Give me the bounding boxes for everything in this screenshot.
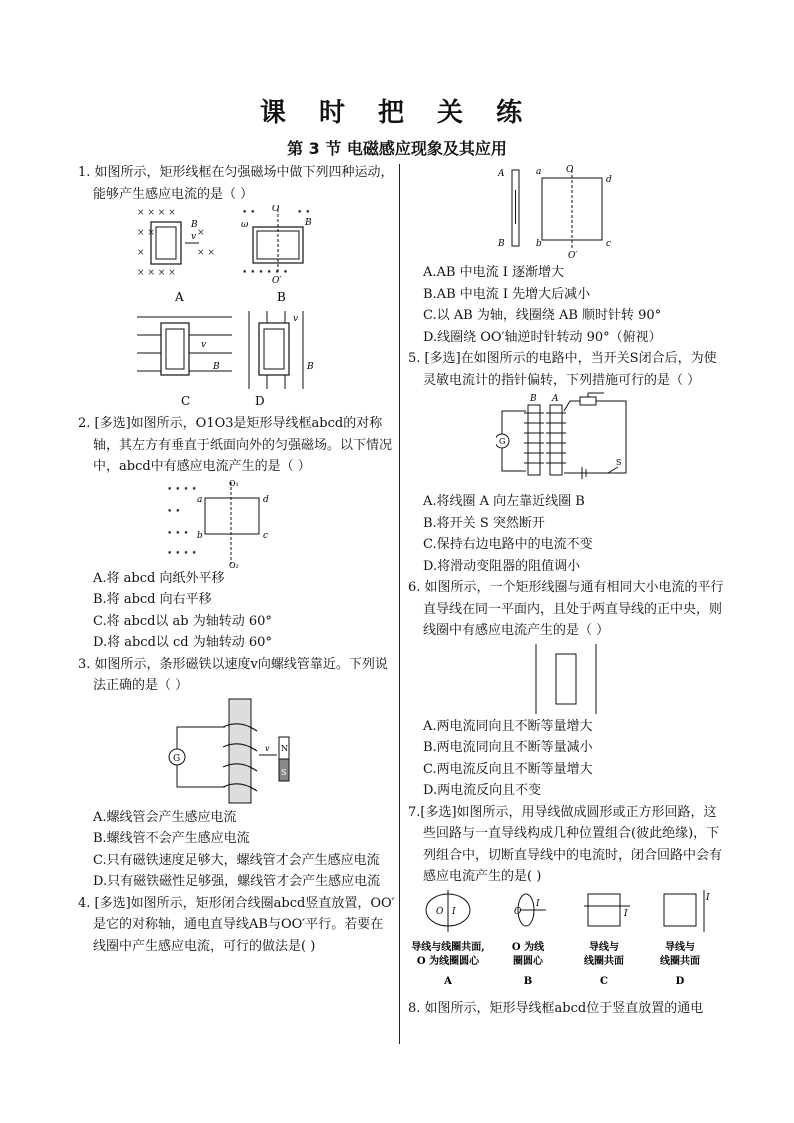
- q6-option-d: D.两电流反向且不变: [423, 783, 542, 798]
- svg-text:a: a: [197, 494, 203, 505]
- svg-text:A: A: [498, 169, 505, 179]
- svg-text:G: G: [499, 437, 506, 446]
- q7-tag-d: D: [675, 975, 685, 987]
- svg-text:B: B: [530, 394, 537, 404]
- svg-text:c: c: [263, 530, 269, 541]
- q7-caption-d-l1: 导线与: [665, 941, 695, 953]
- q7-caption-c-l2: 线圈共面: [584, 955, 624, 967]
- q7-tag-c: C: [600, 975, 608, 987]
- svg-text:• •: • •: [167, 506, 181, 517]
- q3-option-b: B.螺线管不会产生感应电流: [93, 831, 250, 846]
- q5-option-d: D.将滑动变阻器的阻值调小: [423, 558, 581, 574]
- svg-text:× ×: × ×: [197, 248, 215, 258]
- svg-text:I: I: [452, 906, 456, 917]
- svg-text:b: b: [536, 239, 542, 249]
- q7-caption-a-l1: 导线与线圈共面,: [411, 941, 485, 953]
- svg-text:• • • • • •: • • • • • •: [242, 268, 289, 278]
- svg-text:O′: O′: [272, 276, 282, 286]
- q3-option-c: C.只有磁铁速度足够大，螺线管才会产生感应电流: [93, 852, 380, 868]
- svg-text:d: d: [263, 494, 269, 505]
- svg-text:a: a: [536, 167, 542, 177]
- q1-label-d: D: [255, 394, 265, 408]
- svg-text:S: S: [281, 767, 287, 777]
- svg-text:c: c: [606, 239, 612, 249]
- svg-text:I: I: [536, 898, 540, 909]
- q4-stem: 4. [多选]如图所示，矩形闭合线圈abcd竖直放置，OO′ 是它的对称轴，通电直导线AB与OO′平行。若要在线圈中产生感应电流，可行的做法是( ): [78, 895, 395, 954]
- q8-stem: 8. 如图所示，矩形导线框abcd位于竖直放置的通电: [408, 1000, 704, 1016]
- q3-stem: 3. 如图所示，条形磁铁以速度v向螺线管靠近。下列说法正确的是（ ）: [78, 656, 388, 693]
- svg-text:B: B: [498, 239, 505, 249]
- q4-figure: [496, 162, 636, 262]
- q7-caption-a-l2: O 为线圈圆心: [416, 955, 480, 967]
- svg-text:• • • •: • • • •: [167, 484, 197, 495]
- svg-text:G: G: [173, 753, 181, 764]
- q7-tag-a: A: [444, 975, 452, 987]
- svg-text:× ×: × ×: [137, 228, 155, 238]
- svg-text:• •: • •: [297, 208, 311, 218]
- q7-caption-b-l1: O 为线: [511, 941, 545, 953]
- q1-label-c: C: [181, 394, 191, 408]
- svg-text:B: B: [191, 220, 198, 230]
- q1-stem: 1. 如图所示，矩形线框在匀强磁场中做下列四种运动，能够产生感应电流的是（ ）: [78, 165, 394, 202]
- svg-text:O₁: O₁: [229, 478, 239, 488]
- q6-option-c: C.两电流反向且不断等量增大: [423, 761, 593, 777]
- q7-tag-b: B: [523, 975, 533, 987]
- svg-text:• • •: • • •: [167, 528, 189, 539]
- svg-text:B: B: [305, 218, 312, 228]
- svg-text:I: I: [706, 892, 710, 903]
- q4-option-b: B.AB 中电流 I 先增大后减小: [423, 286, 591, 302]
- q4-option-c: C.以 AB 为轴，线圈绕 AB 顺时针转 90°: [423, 308, 662, 323]
- q3-option-a: A.螺线管会产生感应电流: [93, 809, 237, 825]
- q1-figure-cd: [137, 309, 337, 409]
- section-subtitle: 第 3 节 电磁感应现象及其应用: [287, 139, 507, 158]
- q7-figure: [408, 888, 724, 998]
- q5-option-b: B.将开关 S 突然断开: [423, 515, 545, 531]
- q2-option-b: B.将 abcd 向右平移: [93, 592, 212, 607]
- svg-text:B: B: [213, 362, 220, 372]
- svg-text:v: v: [201, 340, 207, 350]
- q2-option-c: C.将 abcd以 ab 为轴转动 60°: [93, 613, 272, 629]
- svg-text:v: v: [293, 314, 299, 324]
- svg-text:ω: ω: [241, 220, 249, 230]
- q7-stem: 7.[多选]如图所示，用导线做成圆形或正方形回路，这些回路与一直导线构成几种位置组合(彼此绝缘)，下列组合中，切断直导线中的电流时，闭合回路中会有感应电流产生的是( ): [408, 804, 723, 884]
- svg-text:• •: • •: [242, 208, 256, 218]
- svg-text:v: v: [191, 232, 197, 242]
- q6-stem: 6. 如图所示，一个矩形线圈与通有相同大小电流的平行直导线在同一平面内，且处于两直导线的正中央，则线圈中有感应电流产生的是（ ）: [408, 580, 724, 638]
- svg-text:N: N: [281, 743, 288, 753]
- svg-text:d: d: [606, 175, 612, 185]
- svg-text:O′: O′: [568, 251, 578, 261]
- q2-figure: [167, 478, 307, 568]
- svg-text:× × × ×: × × × ×: [137, 208, 176, 218]
- q4-option-a: A.AB 中电流 I 逐渐增大: [423, 265, 564, 280]
- svg-text:v: v: [265, 743, 270, 753]
- q7-caption-c-l1: 导线与: [589, 941, 619, 953]
- left-column: [78, 162, 396, 957]
- svg-text:O₂: O₂: [229, 560, 239, 568]
- svg-text:×: ×: [137, 248, 145, 258]
- q5-option-c: C.保持右边电路中的电流不变: [423, 537, 593, 552]
- page-title: 课 时 把 关 练: [259, 98, 535, 128]
- svg-text:I: I: [624, 908, 628, 919]
- q2-stem: 2. [多选]如图所示，O1O3是矩形导线框abcd的对称轴，其左方有垂直于纸面向外的匀强磁场。以下情况中，abcd中有感应电流产生的是（ ）: [78, 416, 393, 474]
- svg-text:b: b: [197, 530, 203, 541]
- svg-text:× × × ×: × × × ×: [137, 268, 176, 278]
- q1-label-a: A: [175, 290, 184, 304]
- svg-text:• • • •: • • • •: [167, 548, 197, 559]
- q1-figure-ab: [137, 205, 337, 305]
- q3-option-d: D.只有磁铁磁性足够强，螺线管才会产生感应电流: [93, 874, 381, 889]
- svg-text:S: S: [616, 458, 622, 467]
- svg-text:O: O: [566, 165, 574, 175]
- q6-figure: [506, 642, 626, 716]
- q1-label-b: B: [277, 290, 286, 304]
- q6-option-a: A.两电流同向且不断等量增大: [423, 718, 593, 734]
- svg-text:O: O: [272, 205, 280, 214]
- q2-option-a: A.将 abcd 向纸外平移: [93, 570, 225, 586]
- q6-option-b: B.两电流同向且不断等量减小: [423, 740, 593, 755]
- q7-caption-d-l2: 线圈共面: [660, 955, 700, 967]
- svg-text:A: A: [552, 394, 559, 404]
- q5-option-a: A.将线圈 A 向左靠近线圈 B: [423, 494, 585, 509]
- q3-figure: [167, 697, 307, 807]
- q5-stem: 5. [多选]在如图所示的电路中，当开关S闭合后，为使灵敏电流计的指针偏转，下列措施可行的是（ ）: [408, 351, 717, 388]
- svg-text:O: O: [514, 906, 522, 917]
- q7-caption-b-l2: 圈圆心: [513, 955, 543, 967]
- right-column: [408, 162, 724, 1019]
- q4-option-d: D.线圈绕 OO′轴逆时针转动 90°（俯视）: [423, 329, 662, 345]
- svg-text:O: O: [436, 906, 444, 917]
- svg-text:×: ×: [197, 228, 205, 238]
- q2-option-d: D.将 abcd以 cd 为轴转动 60°: [93, 635, 272, 650]
- column-divider: [399, 164, 400, 1044]
- q5-figure: [496, 391, 636, 491]
- svg-text:B: B: [307, 362, 314, 372]
